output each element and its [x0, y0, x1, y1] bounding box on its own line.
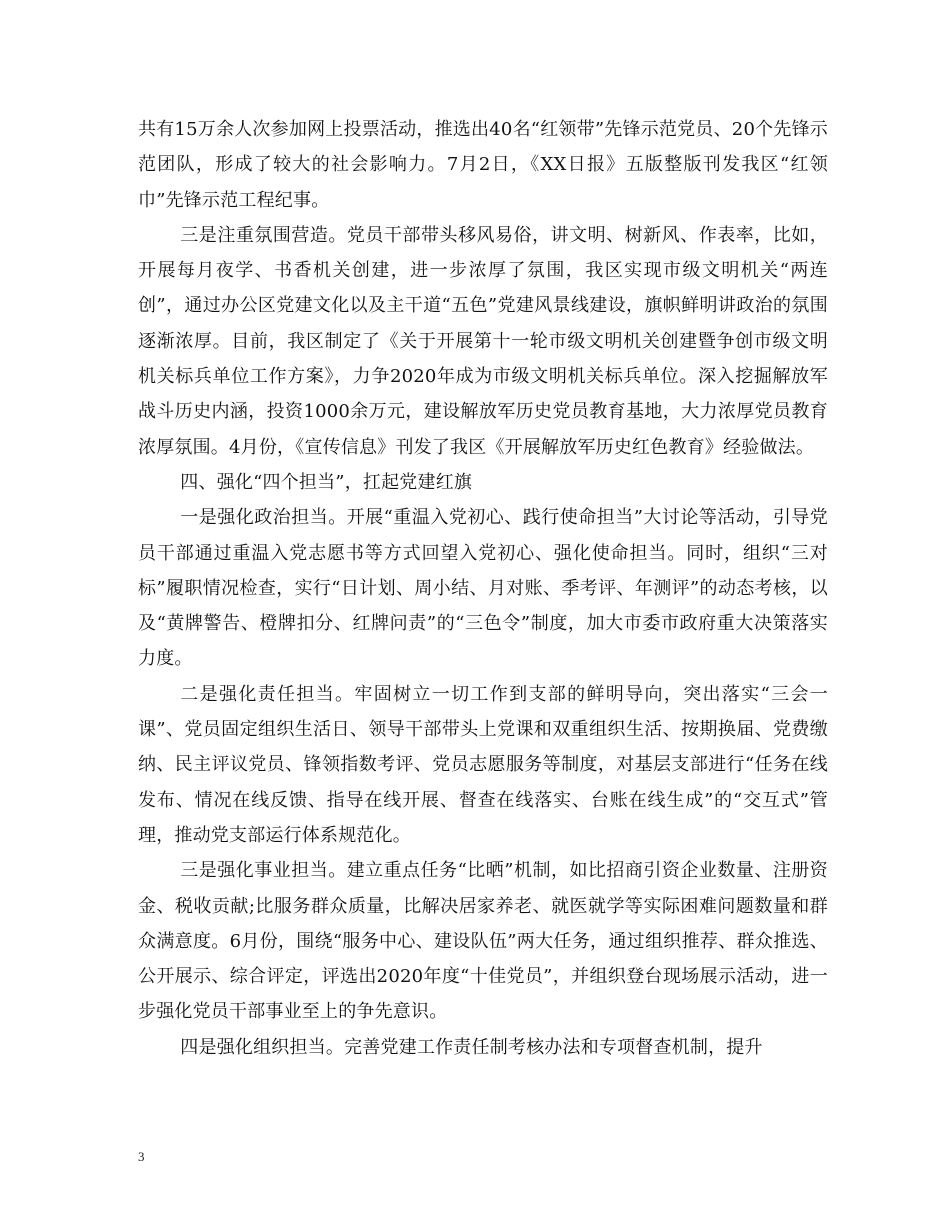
paragraph-1: 共有15万余人次参加网上投票活动，推选出40名“红领带”先锋示范党员、20个先锋示范团队，形成了较大的社会影响力。7月2日，《XX日报》五版整版刊发我区“红领巾”先锋示范工程纪事。: [138, 119, 828, 211]
document-body: [138, 112, 828, 1065]
paragraph-3: 一是强化政治担当。开展“重温入党初心、践行使命担当”大讨论等活动，引导党员干部通过重温入党志愿书等方式回望入党初心、强化使命担当。同时，组织“三对标”履职情况检查，实行“日计划、周小结、月对账、季考评、年测评”的动态考核，以及“黄牌警告、橙牌扣分、红牌问责”的“三色令”制度，加大市委市政府重大决策落实力度。: [138, 507, 828, 670]
paragraph-6: 四是强化组织担当。完善党建工作责任制考核办法和专项督查机制，提升: [180, 1036, 763, 1058]
paragraph-2: 三是注重氛围营造。党员干部带头移风易俗，讲文明、树新风、作表率，比如，开展每月夜学、书香机关创建，进一步浓厚了氛围，我区实现市级文明机关“两连创”，通过办公区党建文化以及主干道“五色”党建风景线建设，旗帜鲜明讲政治的氛围逐渐浓厚。目前，我区制定了《关于开展第十一轮市级文明机关创建暨争创市级文明机关标兵单位工作方案》，力争2020年成为市级文明机关标兵单位。深入挖掘解放军战斗历史内涵，投资1000余万元，建设解放军历史党员教育基地，大力浓厚党员教育浓厚氛围。4月份，《宣传信息》刊发了我区《开展解放军历史红色教育》经验做法。: [138, 224, 828, 458]
paragraph-4: 二是强化责任担当。牢固树立一切工作到支部的鲜明导向，突出落实“三会一课”、党员固定组织生活日、领导干部带头上党课和双重组织生活、按期换届、党费缴纳、民主评议党员、锋领指数考评、党员志愿服务等制度，对基层支部进行“任务在线发布、情况在线反馈、指导在线开展、督查在线落实、台账在线生成”的“交互式”管理，推动党支部运行体系规范化。: [138, 683, 828, 846]
section-heading: 四、强化“四个担当”，扛起党建红旗: [180, 471, 473, 493]
paragraph-5: 三是强化事业担当。建立重点任务“比晒”机制，如比招商引资企业数量、注册资金、税收贡献;比服务群众质量，比解决居家养老、就医就学等实际困难问题数量和群众满意度。6月份，围绕“服务中心、建设队伍”两大任务，通过组织推荐、群众推选、公开展示、综合评定，评选出2020年度“十佳党员”，并组织登台现场展示活动，进一步强化党员干部事业至上的争先意识。: [138, 860, 828, 1023]
page-number: 3: [138, 1149, 145, 1164]
